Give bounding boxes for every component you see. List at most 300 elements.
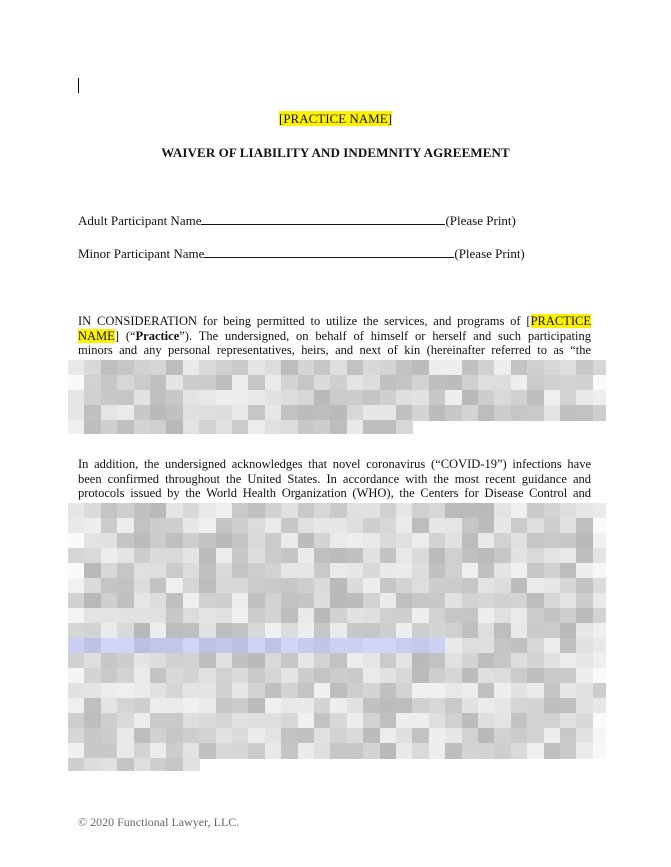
redaction-pixel <box>576 548 593 564</box>
redaction-pixel <box>363 563 380 579</box>
redaction-pixel <box>347 533 364 549</box>
redaction-pixel <box>216 653 233 669</box>
redaction-pixel <box>544 563 561 579</box>
redaction-pixel <box>232 728 249 744</box>
redaction-pixel <box>478 683 495 699</box>
redaction-pixel <box>429 375 446 391</box>
redaction-pixel <box>544 728 561 744</box>
redaction-pixel <box>527 593 544 609</box>
redaction-pixel <box>265 420 282 434</box>
redaction-pixel <box>248 390 265 406</box>
redaction-pixel <box>150 743 167 759</box>
redaction-pixel <box>216 390 233 406</box>
redaction-pixel <box>166 548 183 564</box>
redaction-pixel <box>380 653 397 669</box>
redaction-pixel <box>84 578 101 594</box>
redaction-pixel <box>396 533 413 549</box>
redaction-pixel <box>544 405 561 421</box>
redaction-pixel <box>429 548 446 564</box>
redaction-pixel <box>347 638 364 654</box>
redaction-pixel <box>511 548 528 564</box>
redaction-pixel <box>396 405 413 421</box>
redaction-pixel <box>216 608 233 624</box>
redaction-pixel <box>150 360 167 376</box>
redaction-pixel <box>248 360 265 376</box>
redaction-pixel <box>199 420 216 434</box>
redaction-pixel <box>330 698 347 714</box>
redaction-pixel <box>412 533 429 549</box>
redaction-pixel <box>248 375 265 391</box>
redaction-pixel <box>380 728 397 744</box>
redaction-pixel <box>216 533 233 549</box>
redaction-pixel <box>347 420 364 434</box>
redaction-pixel <box>134 518 151 534</box>
redaction-pixel <box>68 420 85 434</box>
redaction-pixel <box>166 713 183 729</box>
redaction-pixel <box>134 548 151 564</box>
redaction-pixel <box>429 638 446 654</box>
redaction-pixel <box>396 728 413 744</box>
redaction-pixel <box>445 390 462 406</box>
redaction-pixel <box>462 533 479 549</box>
redaction-pixel <box>429 728 446 744</box>
redaction-pixel <box>101 518 118 534</box>
redaction-pixel <box>199 518 216 534</box>
redaction-pixel <box>134 533 151 549</box>
redaction-pixel <box>101 713 118 729</box>
redaction-pixel <box>134 743 151 759</box>
redaction-pixel <box>84 503 101 519</box>
redaction-pixel <box>68 608 85 624</box>
redaction-pixel <box>527 503 544 519</box>
redaction-pixel <box>183 420 200 434</box>
redaction-pixel <box>117 518 134 534</box>
redaction-pixel <box>68 360 85 376</box>
redaction-pixel <box>232 518 249 534</box>
redaction-pixel <box>298 668 315 684</box>
redaction-pixel <box>462 608 479 624</box>
redaction-pixel <box>281 533 298 549</box>
redaction-pixel <box>281 503 298 519</box>
redaction-pixel <box>412 360 429 376</box>
redaction-pixel <box>117 668 134 684</box>
redaction-pixel <box>314 713 331 729</box>
redaction-pixel <box>544 518 561 534</box>
redaction-pixel <box>429 518 446 534</box>
redaction-pixel <box>560 375 577 391</box>
redaction-pixel <box>494 390 511 406</box>
redaction-pixel <box>396 653 413 669</box>
redaction-pixel <box>134 758 151 771</box>
redaction-pixel <box>84 548 101 564</box>
redaction-pixel <box>117 653 134 669</box>
redaction-pixel <box>330 653 347 669</box>
redaction-pixel <box>560 563 577 579</box>
redaction-pixel <box>314 360 331 376</box>
redaction-pixel <box>248 653 265 669</box>
redaction-pixel <box>298 563 315 579</box>
redaction-pixel <box>494 533 511 549</box>
redaction-pixel <box>248 405 265 421</box>
redaction-pixel <box>298 503 315 519</box>
redaction-pixel <box>166 533 183 549</box>
redaction-pixel <box>84 533 101 549</box>
redaction-pixel <box>248 503 265 519</box>
redaction-pixel <box>511 653 528 669</box>
redaction-pixel <box>347 698 364 714</box>
redaction-pixel <box>478 698 495 714</box>
redaction-pixel <box>265 638 282 654</box>
redaction-pixel <box>396 503 413 519</box>
redaction-pixel <box>248 548 265 564</box>
redaction-pixel <box>134 375 151 391</box>
redaction-pixel <box>265 503 282 519</box>
covid-line-1: In addition, the undersigned acknowledges that novel coronavirus (“COVID-19”) infections have <box>78 457 591 471</box>
redaction-pixel <box>363 713 380 729</box>
redaction-pixel <box>511 608 528 624</box>
redaction-pixel <box>216 683 233 699</box>
redaction-pixel <box>265 563 282 579</box>
redaction-pixel <box>429 623 446 639</box>
redaction-pixel <box>84 420 101 434</box>
redaction-pixel <box>281 653 298 669</box>
redaction-pixel <box>150 608 167 624</box>
redaction-pixel <box>593 743 606 759</box>
redaction-pixel <box>544 653 561 669</box>
redaction-pixel <box>363 743 380 759</box>
redaction-pixel <box>68 503 85 519</box>
redaction-pixel <box>166 698 183 714</box>
redaction-pixel <box>560 405 577 421</box>
minor-participant-field <box>78 246 525 262</box>
redaction-pixel <box>560 593 577 609</box>
redaction-pixel <box>281 743 298 759</box>
redaction-pixel <box>68 683 85 699</box>
redaction-pixel <box>84 743 101 759</box>
covid-line-3: protocols issued by the World Health Organization (WHO), the Centers for Disease Control and <box>78 486 591 500</box>
redaction-pixel <box>101 608 118 624</box>
redaction-pixel <box>281 518 298 534</box>
redaction-pixel <box>248 533 265 549</box>
redaction-pixel <box>216 728 233 744</box>
redaction-pixel <box>101 698 118 714</box>
redaction-pixel <box>560 608 577 624</box>
redaction-pixel <box>494 728 511 744</box>
redaction-pixel <box>68 713 85 729</box>
redaction-pixel <box>84 653 101 669</box>
redaction-pixel <box>396 593 413 609</box>
redaction-pixel <box>330 563 347 579</box>
redaction-pixel <box>134 563 151 579</box>
redaction-pixel <box>183 683 200 699</box>
redaction-pixel <box>576 533 593 549</box>
redaction-pixel <box>183 713 200 729</box>
redaction-pixel <box>298 608 315 624</box>
redaction-pixel <box>314 578 331 594</box>
redaction-pixel <box>576 405 593 421</box>
redaction-pixel <box>560 548 577 564</box>
minor-participant-signature-line <box>204 246 454 258</box>
redaction-pixel <box>544 698 561 714</box>
redaction-pixel <box>232 593 249 609</box>
redaction-pixel <box>527 713 544 729</box>
redaction-pixel <box>298 728 315 744</box>
redaction-pixel <box>330 578 347 594</box>
redaction-pixel <box>68 533 85 549</box>
redaction-pixel <box>314 405 331 421</box>
redaction-pixel <box>166 360 183 376</box>
redaction-pixel <box>183 608 200 624</box>
redaction-pixel <box>330 533 347 549</box>
redaction-pixel <box>248 668 265 684</box>
redaction-pixel <box>298 638 315 654</box>
redaction-pixel <box>117 360 134 376</box>
redaction-pixel <box>363 698 380 714</box>
redaction-pixel <box>478 360 495 376</box>
redaction-pixel <box>412 593 429 609</box>
redaction-pixel <box>544 593 561 609</box>
redaction-pixel <box>494 593 511 609</box>
redaction-pixel <box>494 683 511 699</box>
redaction-pixel <box>478 533 495 549</box>
redaction-pixel <box>363 420 380 434</box>
redaction-pixel <box>576 593 593 609</box>
redaction-pixel <box>445 578 462 594</box>
redaction-pixel <box>101 683 118 699</box>
redaction-pixel <box>544 638 561 654</box>
redaction-pixel <box>199 743 216 759</box>
redaction-pixel <box>412 743 429 759</box>
redaction-pixel <box>544 683 561 699</box>
redaction-pixel <box>412 405 429 421</box>
redaction-pixel <box>265 375 282 391</box>
redaction-pixel <box>593 623 606 639</box>
minor-participant-suffix: (Please Print) <box>454 246 525 261</box>
redaction-pixel <box>183 728 200 744</box>
redaction-pixel <box>429 563 446 579</box>
redaction-pixel <box>511 683 528 699</box>
redaction-pixel <box>445 743 462 759</box>
redaction-pixel <box>183 593 200 609</box>
redaction-pixel <box>527 563 544 579</box>
redaction-pixel <box>232 503 249 519</box>
redaction-pixel <box>478 653 495 669</box>
redaction-pixel <box>265 608 282 624</box>
redaction-pixel <box>511 390 528 406</box>
redaction-pixel <box>347 608 364 624</box>
redaction-pixel <box>68 668 85 684</box>
redaction-pixel <box>412 390 429 406</box>
redaction-pixel <box>527 390 544 406</box>
redaction-pixel <box>560 503 577 519</box>
redaction-pixel <box>363 390 380 406</box>
redaction-pixel <box>84 360 101 376</box>
redaction-pixel <box>298 548 315 564</box>
redaction-pixel <box>544 503 561 519</box>
redaction-pixel <box>429 390 446 406</box>
redaction-pixel <box>330 638 347 654</box>
redaction-pixel <box>248 623 265 639</box>
redaction-pixel <box>511 503 528 519</box>
redaction-pixel <box>265 548 282 564</box>
redaction-pixel <box>117 638 134 654</box>
redaction-pixel <box>232 548 249 564</box>
redaction-pixel <box>68 758 85 771</box>
redaction-pixel <box>199 728 216 744</box>
redaction-pixel <box>511 405 528 421</box>
redaction-pixel <box>363 518 380 534</box>
redaction-pixel <box>298 375 315 391</box>
redaction-pixel <box>68 743 85 759</box>
redaction-pixel <box>150 683 167 699</box>
redaction-pixel <box>183 578 200 594</box>
adult-participant-field <box>78 213 516 229</box>
redaction-pixel <box>248 743 265 759</box>
redaction-pixel <box>593 668 606 684</box>
redaction-pixel <box>166 743 183 759</box>
document-title: WAIVER OF LIABILITY AND INDEMNITY AGREEMENT <box>161 145 510 160</box>
redaction-pixel <box>117 758 134 771</box>
redaction-pixel <box>314 698 331 714</box>
redaction-pixel <box>576 668 593 684</box>
redaction-pixel <box>314 375 331 391</box>
redaction-pixel <box>511 713 528 729</box>
redaction-pixel <box>101 728 118 744</box>
redaction-pixel <box>511 623 528 639</box>
redaction-pixel <box>412 713 429 729</box>
redaction-pixel <box>593 578 606 594</box>
redaction-pixel <box>527 743 544 759</box>
redaction-pixel <box>68 518 85 534</box>
redaction-pixel <box>429 360 446 376</box>
redaction-pixel <box>593 683 606 699</box>
redaction-pixel <box>265 593 282 609</box>
redaction-pixel <box>265 623 282 639</box>
redaction-pixel <box>232 713 249 729</box>
redaction-pixel <box>68 375 85 391</box>
redaction-pixel <box>281 405 298 421</box>
redaction-pixel <box>101 743 118 759</box>
redaction-pixel <box>134 638 151 654</box>
redaction-pixel <box>494 518 511 534</box>
redaction-pixel <box>298 593 315 609</box>
redaction-pixel <box>84 608 101 624</box>
redaction-pixel <box>576 375 593 391</box>
redaction-pixel <box>347 548 364 564</box>
redaction-pixel <box>183 698 200 714</box>
redaction-pixel <box>281 698 298 714</box>
redaction-pixel <box>429 503 446 519</box>
redaction-pixel <box>101 593 118 609</box>
redaction-pixel <box>527 623 544 639</box>
redaction-pixel <box>232 668 249 684</box>
redaction-pixel <box>494 375 511 391</box>
redaction-pixel <box>216 638 233 654</box>
redaction-pixel <box>380 608 397 624</box>
redaction-pixel <box>445 593 462 609</box>
redaction-pixel <box>232 608 249 624</box>
redaction-pixel <box>265 683 282 699</box>
redaction-pixel <box>199 668 216 684</box>
redaction-pixel <box>593 698 606 714</box>
redaction-pixel <box>248 518 265 534</box>
redaction-pixel <box>560 743 577 759</box>
redaction-pixel <box>494 563 511 579</box>
redaction-pixel <box>216 698 233 714</box>
redaction-pixel <box>544 375 561 391</box>
redaction-pixel <box>281 668 298 684</box>
redaction-pixel <box>298 533 315 549</box>
redaction-pixel <box>232 405 249 421</box>
redaction-pixel <box>560 668 577 684</box>
redaction-pixel <box>429 533 446 549</box>
redaction-pixel <box>445 728 462 744</box>
redaction-pixel <box>199 698 216 714</box>
redaction-pixel <box>429 668 446 684</box>
redaction-pixel <box>199 653 216 669</box>
redaction-pixel <box>134 668 151 684</box>
redaction-pixel <box>150 578 167 594</box>
redaction-pixel <box>134 683 151 699</box>
redaction-pixel <box>380 593 397 609</box>
redaction-pixel <box>494 578 511 594</box>
redaction-pixel <box>150 713 167 729</box>
redaction-pixel <box>265 743 282 759</box>
redaction-pixel <box>478 548 495 564</box>
redaction-pixel <box>150 728 167 744</box>
redaction-pixel <box>511 698 528 714</box>
redaction-pixel <box>166 518 183 534</box>
redaction-pixel <box>396 375 413 391</box>
redaction-pixel <box>150 563 167 579</box>
redaction-pixel <box>150 623 167 639</box>
redaction-pixel <box>68 698 85 714</box>
covid-paragraph <box>78 457 591 501</box>
redaction-pixel <box>560 638 577 654</box>
redaction-pixel <box>183 405 200 421</box>
redaction-pixel <box>429 653 446 669</box>
redaction-pixel <box>576 683 593 699</box>
redaction-pixel <box>183 638 200 654</box>
redaction-pixel <box>544 548 561 564</box>
redaction-pixel <box>166 563 183 579</box>
redaction-pixel <box>544 743 561 759</box>
redaction-pixel <box>429 698 446 714</box>
redaction-pixel <box>560 518 577 534</box>
redaction-pixel <box>199 623 216 639</box>
redaction-pixel <box>576 698 593 714</box>
redaction-pixel <box>232 375 249 391</box>
redaction-pixel <box>445 563 462 579</box>
redaction-pixel <box>314 638 331 654</box>
redaction-pixel <box>363 375 380 391</box>
redaction-pixel <box>347 503 364 519</box>
redaction-pixel <box>298 360 315 376</box>
redaction-pixel <box>101 360 118 376</box>
redaction-pixel <box>412 608 429 624</box>
redaction-pixel <box>117 375 134 391</box>
redaction-pixel <box>527 548 544 564</box>
redaction-pixel <box>199 405 216 421</box>
redaction-pixel <box>117 698 134 714</box>
redaction-pixel <box>527 608 544 624</box>
practice-highlight-b: NAME <box>78 328 115 343</box>
redaction-pixel <box>478 503 495 519</box>
redaction-pixel <box>330 548 347 564</box>
practice-name-placeholder: [PRACTICE NAME] <box>278 111 393 126</box>
redaction-pixel <box>396 608 413 624</box>
redaction-pixel <box>380 563 397 579</box>
